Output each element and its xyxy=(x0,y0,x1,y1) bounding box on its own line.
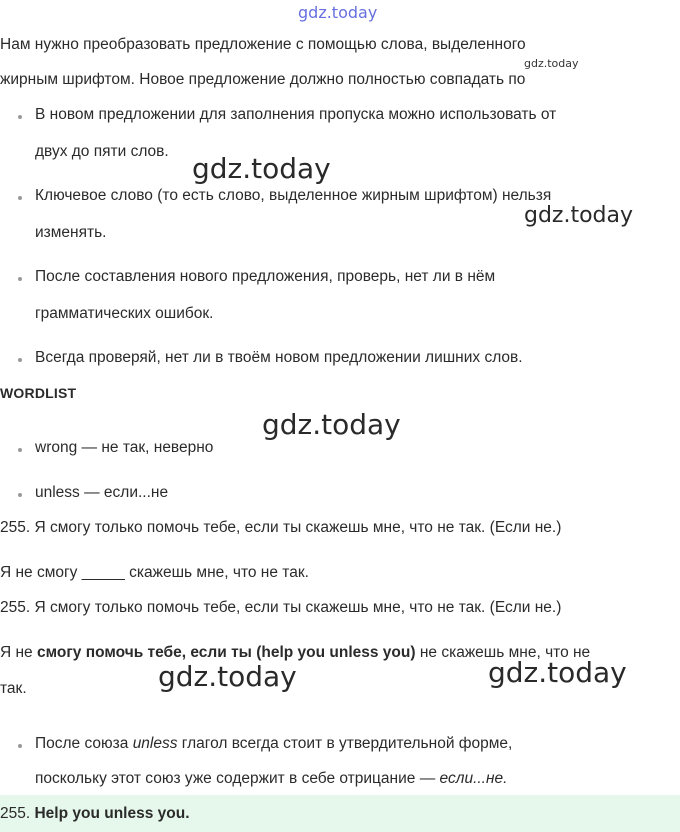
task-filled-continued: так. xyxy=(0,680,27,697)
bullet-icon xyxy=(18,115,22,119)
wordlist-heading: WORDLIST xyxy=(0,385,77,401)
answer-text: 255. Help you unless you. xyxy=(0,805,190,822)
watermark: gdz.today xyxy=(262,408,401,441)
task-filled: Я не смогу помочь тебе, если ты (help you unless you) не скажешь мне, что не xyxy=(0,644,591,661)
watermark: gdz.today xyxy=(488,656,627,689)
watermark: gdz.today xyxy=(192,152,331,185)
bullet-icon xyxy=(18,448,22,452)
bullet-icon xyxy=(18,277,22,281)
intro-line: Нам нужно преобразовать предложение с помощью слова, выделенного xyxy=(0,36,526,53)
intro-line: жирным шрифтом. Новое предложение должно полностью совпадать по xyxy=(0,71,526,88)
task-original: 255. Я смогу только помочь тебе, если ты скажешь мне, что не так. (Если не.) xyxy=(0,519,562,536)
watermark-top: gdz.today xyxy=(298,3,378,22)
watermark: gdz.today xyxy=(524,203,634,228)
bullet-icon xyxy=(18,744,22,748)
task-original: 255. Я смогу только помочь тебе, если ты скажешь мне, что не так. (Если не.) xyxy=(0,599,562,616)
watermark-small: gdz.today xyxy=(524,57,579,70)
bullet-icon xyxy=(18,196,22,200)
watermark: gdz.today xyxy=(158,660,297,693)
bullet-icon xyxy=(18,358,22,362)
task-gapped: Я не смогу _____ скажешь мне, что не так. xyxy=(0,564,309,581)
bullet-icon xyxy=(18,493,22,497)
